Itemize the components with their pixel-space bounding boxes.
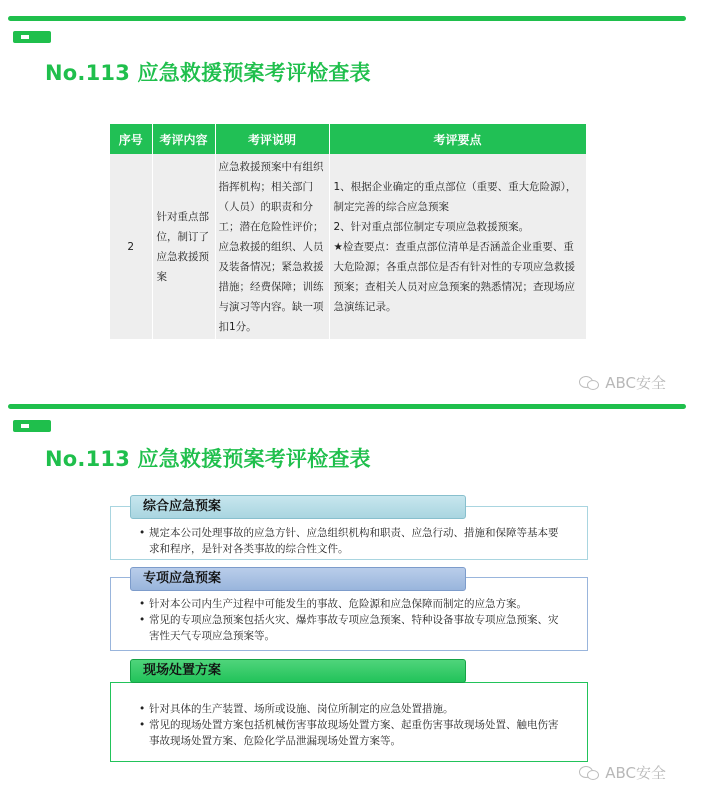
cell-desc: 应急救援预案中有组织指挥机构；相关部门（人员）的职责和分工；潜在危险性评价；应急救援的组织、人员及装备情况；紧急救援措施；经费保障；训练与演习等内容。缺一项扣1分。	[215, 154, 329, 339]
header-no: 序号	[110, 124, 152, 154]
list-item: • 规定本公司处理事故的应急方针、应急组织机构和职责、应急行动、措施和保障等基本要求和程序，是针对各类事故的综合性文件。	[139, 525, 559, 557]
evaluation-table	[110, 124, 587, 339]
watermark	[579, 372, 666, 393]
header-content: 考评内容	[152, 124, 215, 154]
page-title: No.113 应急救援预案考评检查表	[45, 447, 371, 471]
points-item-1: 1、根据企业确定的重点部位（重要、重大危险源），制定完善的综合应急预案	[333, 180, 577, 213]
watermark	[579, 762, 666, 783]
panel-comprehensive-list	[139, 525, 559, 557]
section-tag	[13, 31, 51, 43]
slide-2	[0, 398, 702, 790]
cell-points	[329, 154, 586, 339]
panel-special-list	[139, 596, 559, 644]
table-header-row	[110, 124, 586, 154]
watermark-text: ABC安全	[605, 374, 666, 392]
section-tag	[13, 420, 51, 432]
list-item: • 常见的现场处置方案包括机械伤害事故现场处置方案、起重伤害事故现场处置、触电伤害事故现场处置方案、危险化学品泄漏现场处置方案等。	[139, 717, 559, 749]
wechat-icon	[579, 376, 601, 390]
header-points: 考评要点	[329, 124, 586, 154]
cell-content: 针对重点部位，制订了应急救援预案	[152, 154, 215, 339]
page-title: No.113 应急救援预案考评检查表	[45, 61, 371, 85]
panel-heading-comprehensive: 综合应急预案	[130, 495, 466, 519]
top-accent-bar	[8, 16, 686, 21]
points-check: ★检查要点：查重点部位清单是否涵盖企业重要、重大危险源；各重点部位是否有针对性的专项应急救援预案；查相关人员对应急预案的熟悉情况；查现场应急演练记录。	[333, 240, 575, 313]
list-item: • 常见的专项应急预案包括火灾、爆炸事故专项应急预案、特种设备事故专项应急预案、灾害性天气专项应急预案等。	[139, 612, 559, 644]
header-desc: 考评说明	[215, 124, 329, 154]
panel-heading-onsite: 现场处置方案	[130, 659, 466, 683]
cell-no: 2	[110, 154, 152, 339]
watermark-text: ABC安全	[605, 764, 666, 782]
top-accent-bar	[8, 404, 686, 409]
table-row	[110, 154, 586, 339]
panel-onsite	[110, 682, 588, 762]
points-item-2: 2、针对重点部位制定专项应急救援预案。	[333, 220, 530, 233]
wechat-icon	[579, 766, 601, 780]
list-item: • 针对本公司内生产过程中可能发生的事故、危险源和应急保障而制定的应急方案。	[139, 596, 559, 612]
list-item: • 针对具体的生产装置、场所或设施、岗位所制定的应急处置措施。	[139, 701, 559, 717]
panel-onsite-list	[139, 701, 559, 749]
panel-heading-special: 专项应急预案	[130, 567, 466, 591]
